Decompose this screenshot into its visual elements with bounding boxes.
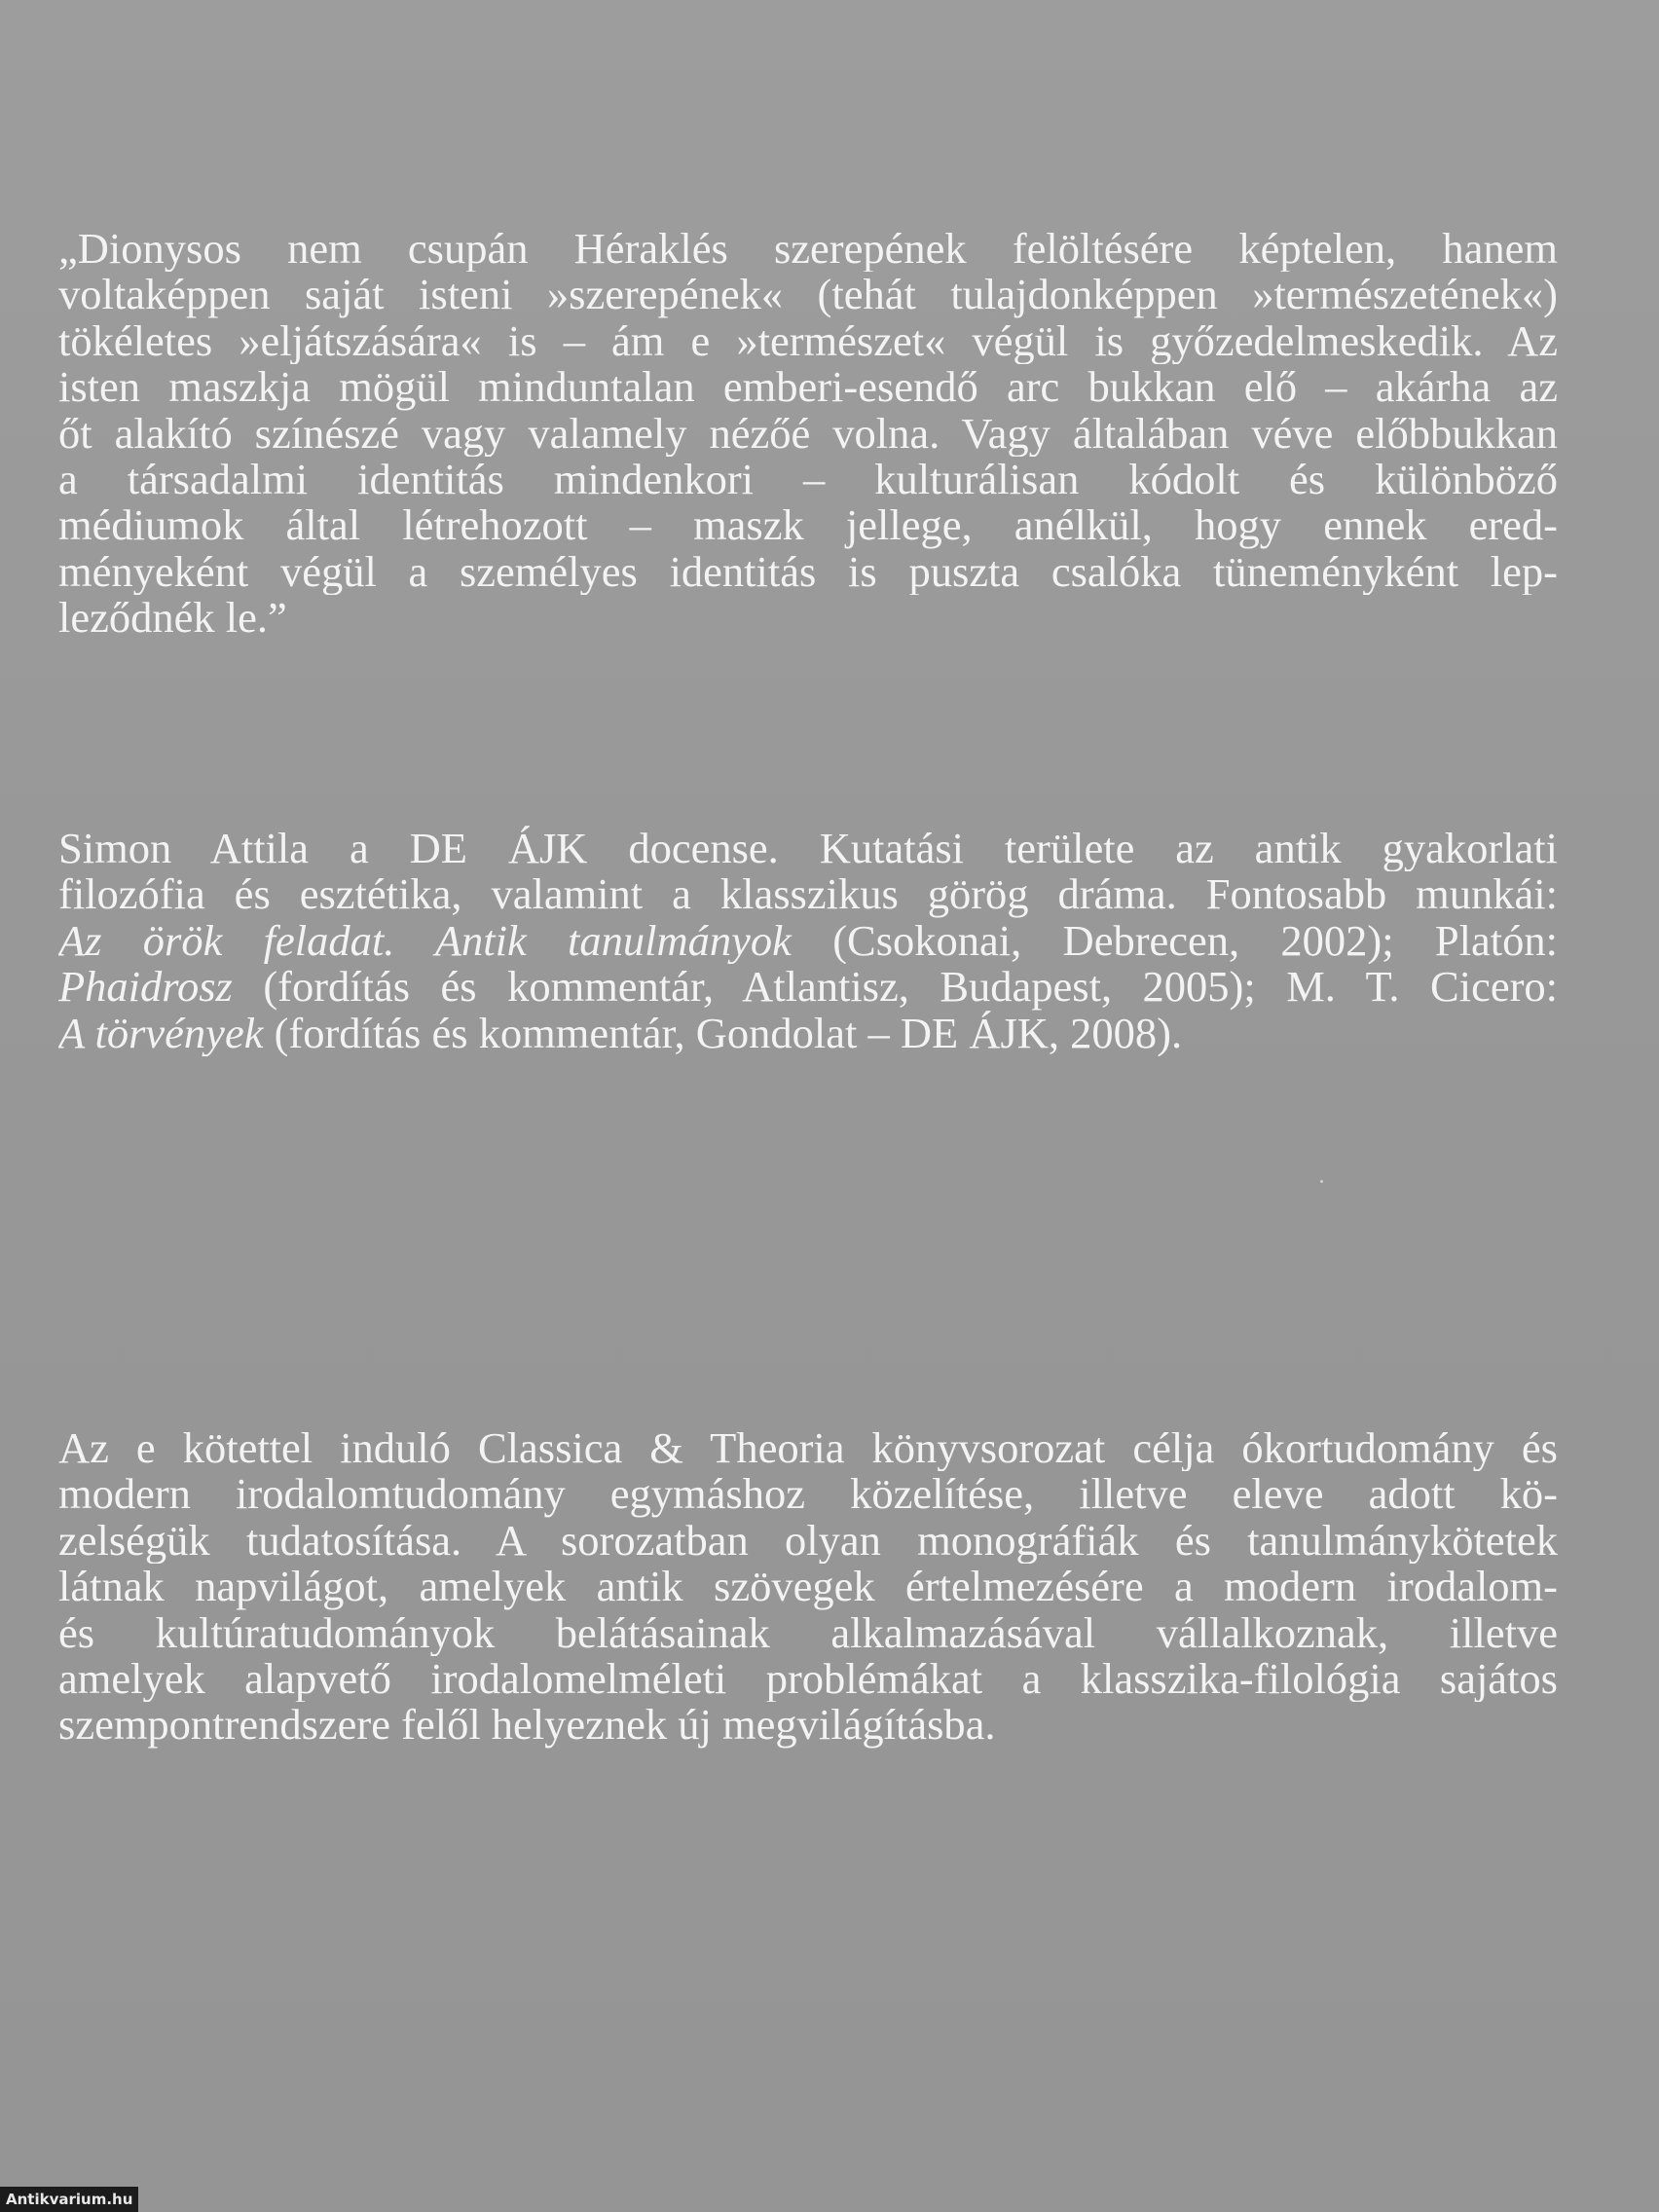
bio-line: filozófia és esztétika, valamint a klasszikus görög dráma. Fontosabb munkái: xyxy=(58,871,1558,918)
series-line: zelségük tudatosítása. A sorozatban olyan monográfiák és tanulmánykötetek xyxy=(58,1517,1558,1565)
quote-line: „Dionysos nem csupán Héraklés szerepének felöltésére képtelen, hanem xyxy=(58,226,1558,273)
book-title: Az örök feladat. Antik tanulmányok xyxy=(58,917,792,965)
bio-line xyxy=(58,964,1558,1010)
book-details: (fordítás és kommentár, Atlantisz, Budapest, 2005); M. T. Cicero: xyxy=(232,964,1558,1011)
bio-line xyxy=(58,918,1558,964)
watermark-label: Antikvarium.hu xyxy=(0,2187,138,2212)
quote-line: őt alakító színészé vagy valamely nézőé volna. Vagy általában véve előbbukkan xyxy=(58,410,1558,458)
quote-paragraph xyxy=(58,226,1558,642)
series-line: amelyek alapvető irodalomelméleti problémákat a klasszika-filológia sajátos xyxy=(58,1656,1558,1703)
author-bio-paragraph xyxy=(58,826,1558,1056)
series-line: és kultúratudományok belátásainak alkalmazásával vállalkoznak, illetve xyxy=(58,1609,1558,1657)
series-line: látnak napvilágot, amelyek antik szövegek értelmezésére a modern irodalom- xyxy=(58,1564,1558,1610)
book-title: A törvények xyxy=(58,1010,264,1057)
paper-speck xyxy=(1320,1180,1323,1183)
book-details: (Csokonai, Debrecen, 2002); Platón: xyxy=(791,917,1558,965)
series-line: Az e kötettel induló Classica & Theoria könyvsorozat célja ókortudomány és xyxy=(58,1425,1558,1472)
series-line: szempontrendszere felől helyeznek új megvilágításba. xyxy=(58,1702,996,1749)
quote-line: a társadalmi identitás mindenkori – kulturálisan kódolt és különböző xyxy=(58,457,1558,503)
bio-line: Simon Attila a DE ÁJK docense. Kutatási területe az antik gyakorlati xyxy=(58,826,1558,872)
quote-line: médiumok által létrehozott – maszk jellege, anélkül, hogy ennek ered- xyxy=(58,502,1558,549)
quote-line: tökéletes »eljátszására« is – ám e »természet« végül is győzedelmeskedik. Az xyxy=(58,317,1558,365)
book-details: (fordítás és kommentár, Gondolat – DE ÁJK, 2008). xyxy=(263,1010,1183,1057)
quote-line: leződnék le.” xyxy=(58,595,287,642)
quote-line: ményeként végül a személyes identitás is puszta csalóka tüneményként lep- xyxy=(58,548,1558,596)
quote-line: isten maszkja mögül minduntalan emberi-esendő arc bukkan elő – akárha az xyxy=(58,364,1558,411)
quote-line: voltaképpen saját isteni »szerepének« (tehát tulajdonképpen »természetének«) xyxy=(58,272,1558,318)
book-title: Phaidrosz xyxy=(58,964,233,1011)
series-line: modern irodalomtudomány egymáshoz közelítése, illetve eleve adott kö- xyxy=(58,1471,1558,1518)
series-description-paragraph xyxy=(58,1425,1558,1749)
bio-line xyxy=(58,1011,1558,1056)
